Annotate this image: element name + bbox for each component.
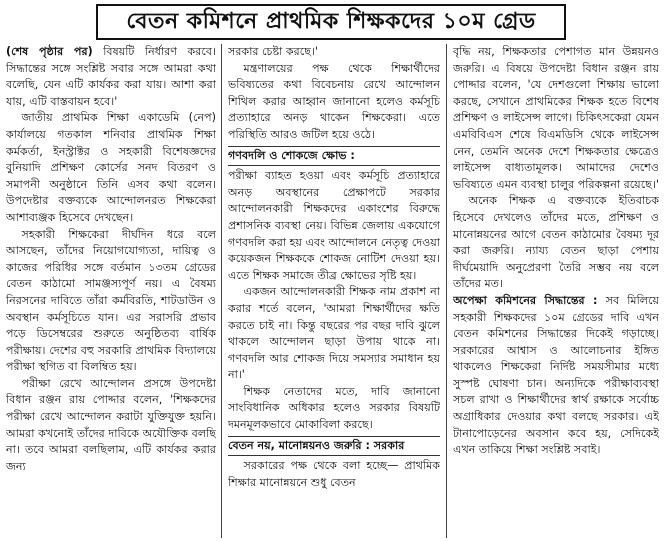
article-column-1 — [6, 44, 216, 538]
paragraph: একজন আন্দোলনকারী শিক্ষক নাম প্রকাশ না করার শর্তে বলেন, 'আমরা শিক্ষার্থীদের ক্ষতি করতে চাই না। কিন্তু বছরের পর বছর দাবি ঝুলে থাকলে আন্দোলন ছাড়া উপায় থাকে না। গণবদলি আর শোকজ দিয়ে সমস্যার সমাধান হয় না।' — [228, 285, 440, 382]
paragraph: পরীক্ষা ব্যাহত হওয়া এবং কর্মসূচি প্রত্যাহারে অনড় অবস্থানের প্রেক্ষাপটে সরকার আন্দোলনকারী শিক্ষকদের একাংশের বিরুদ্ধে প্রশাসনিক ব্যবস্থা নেয়। বিভিন্ন জেলায় একযোগে গণবদলি করা হয় এবং আন্দোলনে নেতৃত্ব দেওয়া কয়েকজন শিক্ষককে শোকজ নোটিশ দেওয়া হয়। এতে শিক্ষক সমাজে তীব্র ক্ষোভের সৃষ্টি হয়। — [228, 169, 440, 282]
paragraph: অনেক শিক্ষক এ বক্তব্যকে ইতিবাচক হিসেবে দেখলেও তাঁদের মতে, প্রশিক্ষণ ও মানোন্নয়নের আগে বেতন কাঠামোর বৈষম্য দূর করা জরুরি। ন্যায্য বেতন ছাড়া পেশায় দীর্ঘমেয়াদি অনুপ্রেরণা তৈরি সম্ভব নয় বলে তাঁদের মত। — [453, 194, 659, 291]
paragraph: শিক্ষক নেতাদের মতে, দাবি জানানো সাংবিধানিক অধিকার হলেও সরকার বিষয়টি দমনমূলকভাবে মোকাবিলা করছে। — [228, 384, 440, 432]
headline-box — [96, 4, 566, 40]
article-column-3 — [453, 44, 659, 538]
paragraph: মন্ত্রণালয়ের পক্ষ থেকে শিক্ষার্থীদের ভবিষ্যতের কথা বিবেচনায় রেখে আন্দোলন শিথিল করার আহ্বান জানানো হলেও কর্মসূচি প্রত্যাহারে অনড় থাকেন শিক্ষকেরা। এতে পরিস্থিতি আরও জটিল হয়ে ওঠে। — [228, 61, 440, 141]
paragraph — [453, 293, 659, 459]
subheading: বেতন নয়, মানোন্নয়নও জরুরি : সরকার — [228, 436, 440, 457]
paragraph — [6, 44, 216, 110]
paragraph: বৃদ্ধি নয়, শিক্ষকতার পেশাগত মান উন্নয়নও জরুরি। এ বিষয়ে উপদেষ্টা বিধান রঞ্জন রায় পোদ্দার বলেন, 'যে দেশগুলো শিক্ষায় ভালো করছে, সেখানে প্রাথমিকের শিক্ষক হতে বিশেষ প্রশিক্ষণ ও লাইসেন্স লাগে। চিকিৎসকেরা যেমন এমবিবিএস শেষে বিএমডিসি থেকে লাইসেন্স নেন, তেমনি অনেক দেশে শিক্ষকতার ক্ষেত্রেও লাইসেন্স বাধ্যতামূলক। আমাদের দেশেও ভবিষ্যতে এমন ব্যবস্থা চালুর পরিকল্পনা রয়েছে।' — [453, 45, 659, 191]
paragraph-text: সব মিলিয়ে সহকারী শিক্ষকদের ১০ম গ্রেডের দাবি এখন বেতন কমিশনের সিদ্ধান্তের দিকেই গড়াচ্ছে। সরকারের আশ্বাস ও আলোচনার ইঙ্গিত থাকলেও শিক্ষকেরা নির্দিষ্ট সময়সীমার মধ্যে সুস্পষ্ট ঘোষণা চান। অন্যদিকে পরীক্ষাব্যবস্থা সচল রাখা ও শিক্ষার্থীদের স্বার্থ রক্ষাকে সর্বোচ্চ অগ্রাধিকার দেওয়ার কথা বলছে সরকার। এই টানাপোড়েনের অবসান কবে হয়, সেদিকেই এখন তাকিয়ে শিক্ষা সংশ্লিষ্ট সবাই। — [453, 293, 659, 457]
subheading: অপেক্ষা কমিশনের সিদ্ধান্তের : — [453, 293, 598, 307]
paragraph: পরীক্ষা রেখে আন্দোলন প্রসঙ্গে উপদেষ্টা বিধান রঞ্জন রায় পোদ্দার বলেন, 'শিক্ষকদের পরীক্ষা রেখে আন্দোলন করাটা যুক্তিযুক্ত হয়নি। আমরা কখনোই তাঁদের দাবিকে অযৌক্তিক বলছি না। তবে আমরা বলছিলাম, এটি কার্যকর করার জন্য — [6, 376, 216, 473]
article-column-2 — [228, 44, 440, 538]
headline: বেতন কমিশনে প্রাথমিক শিক্ষকদের ১০ম গ্রেড — [126, 8, 536, 34]
paragraph-text: বিষয়টি নির্ধারণ করবে। সিদ্ধান্তের সঙ্গে সংশ্লিষ্ট সবার সঙ্গে আমরা কথা বলেছি, যেন এটি কার্যকর করা যায়। আশা করা যায়, এটি বাস্তবায়ন হবে।' — [6, 45, 216, 108]
paragraph: সরকার চেষ্টা করছে।' — [228, 45, 318, 58]
paragraph: জাতীয় প্রাথমিক শিক্ষা একাডেমি (নেপ) কার্যালয়ে গতকাল শনিবার প্রাথমিক শিক্ষা কর্মকর্তা, ইনস্ট্রাক্টর ও সহকারী বিশেষজ্ঞদের বুনিয়াদি প্রশিক্ষণ কোর্সের সনদ বিতরণ ও সমাপনী অনুষ্ঠানে তিনি এসব কথা বলেন। উপদেষ্টার বক্তব্যকে আন্দোলনরত শিক্ষকেরা আশাব্যঞ্জক হিসেবে দেখছেন। — [6, 111, 216, 224]
column-rule-1 — [221, 44, 222, 538]
paragraph: সরকারের পক্ষ থেকে বলা হচ্ছে— প্রাথমিক শিক্ষার মানোন্নয়নে শুধু বেতন — [228, 459, 440, 489]
continued-from-label: (শেষ পৃষ্ঠার পর) — [6, 45, 93, 58]
column-rule-2 — [446, 44, 447, 538]
paragraph: সহকারী শিক্ষকেরা দীর্ঘদিন ধরে বলে আসছেন, তাঁদের নিয়োগযোগ্যতা, দায়িত্ব ও কাজের পরিধির সঙ্গে বর্তমান ১৩তম গ্রেডের বেতন কাঠামো সামঞ্জস্যপূর্ণ নয়। এ বৈষম্য নিরসনের দাবিতে তাঁরা কর্মবিরতি, শাটডাউন ও অবস্থান কর্মসূচিতে যান। এর সরাসরি প্রভাব পড়ে ডিসেম্বরের শুরুতে অনুষ্ঠিতব্য বার্ষিক পরীক্ষায়। দেশের বহু সরকারি প্রাথমিক বিদ্যালয়ে পরীক্ষা স্থগিত বা বিলম্বিত হয়। — [6, 227, 216, 374]
subheading: গণবদলি ও শোকজে ক্ষোভ : — [228, 146, 440, 167]
